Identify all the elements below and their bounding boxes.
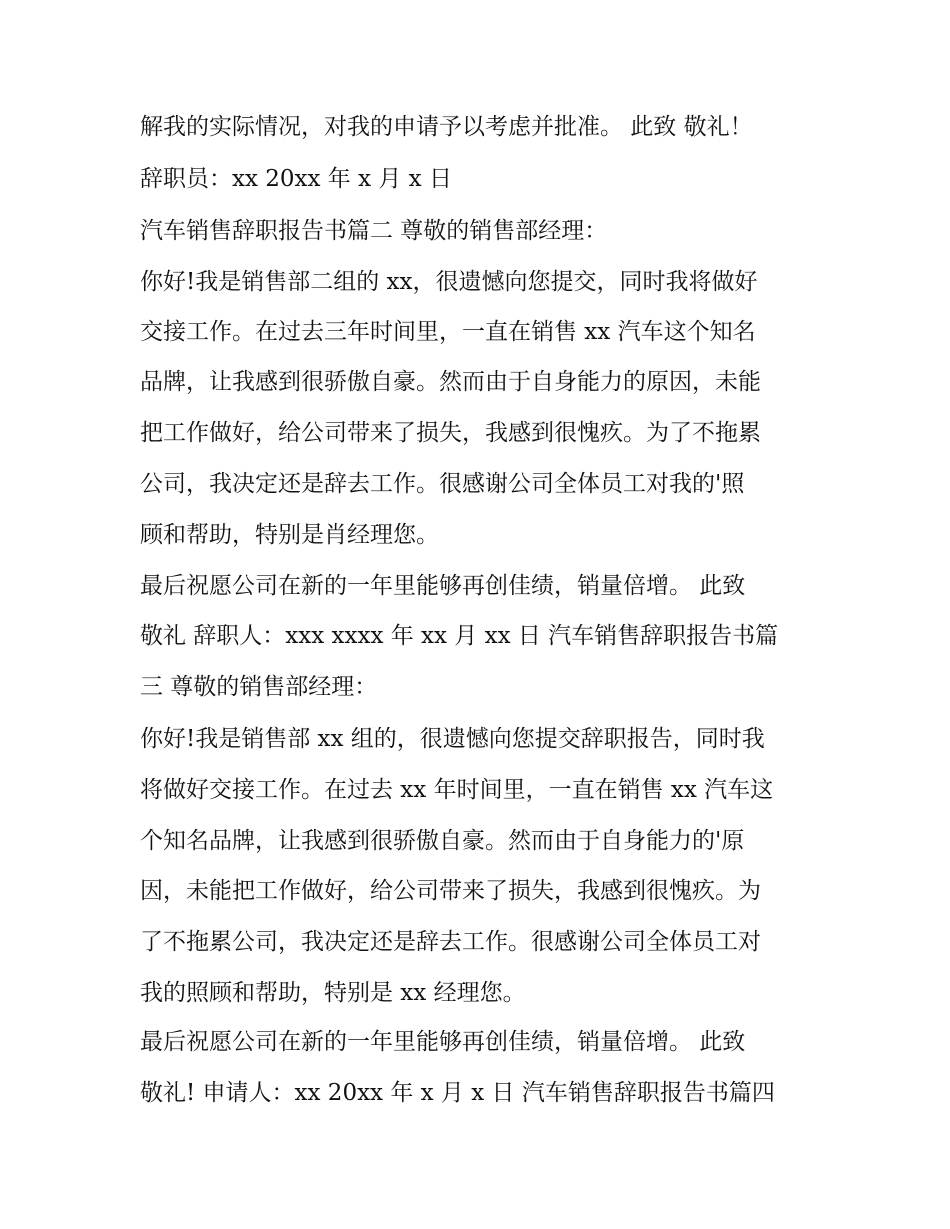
text-line: 汽车销售辞职报告书篇二 尊敬的销售部经理：: [140, 218, 608, 244]
text-line: 最后祝愿公司在新的一年里能够再创佳绩，销量倍增。 此致: [140, 573, 746, 599]
text-line: 你好!我是销售部二组的 xx，很遗憾向您提交，同时我将做好: [140, 269, 758, 295]
text-line: 解我的实际情况，对我的申请予以考虑并批准。 此致 敬礼！: [140, 114, 753, 140]
text-line: 顾和帮助，特别是肖经理您。: [140, 522, 439, 548]
text-line: 辞职员：xx 20xx 年 x 月 x 日: [140, 166, 452, 192]
text-line: 最后祝愿公司在新的一年里能够再创佳绩，销量倍增。 此致: [140, 1029, 746, 1055]
text-line: 交接工作。在过去三年时间里，一直在销售 xx 汽车这个知名: [140, 319, 756, 345]
text-line: 因，未能把工作做好，给公司带来了损失，我感到很愧疚。为: [140, 878, 761, 904]
text-line: 了不拖累公司，我决定还是辞去工作。很感谢公司全体员工对: [140, 929, 761, 955]
text-line: 敬礼 辞职人：xxx xxxx 年 xx 月 xx 日 汽车销售辞职报告书篇: [140, 623, 779, 649]
text-line: 公司，我决定还是辞去工作。很感谢公司全体员工对我的'照: [140, 471, 745, 497]
text-line: 我的照顾和帮助，特别是 xx 经理您。: [140, 980, 526, 1006]
text-line: 将做好交接工作。在过去 xx 年时间里，一直在销售 xx 汽车这: [140, 777, 774, 803]
text-line: 把工作做好，给公司带来了损失，我感到很愧疚。为了不拖累: [140, 420, 761, 446]
text-line: 个知名品牌，让我感到很骄傲自豪。然而由于自身能力的'原: [140, 828, 745, 854]
text-line: 敬礼! 申请人：xx 20xx 年 x 月 x 日 汽车销售辞职报告书篇四: [140, 1080, 775, 1106]
text-line: 你好!我是销售部 xx 组的，很遗憾向您提交辞职报告，同时我: [140, 726, 765, 752]
text-line: 品牌，让我感到很骄傲自豪。然而由于自身能力的原因，未能: [140, 369, 761, 395]
text-line: 三 尊敬的销售部经理：: [140, 674, 378, 700]
